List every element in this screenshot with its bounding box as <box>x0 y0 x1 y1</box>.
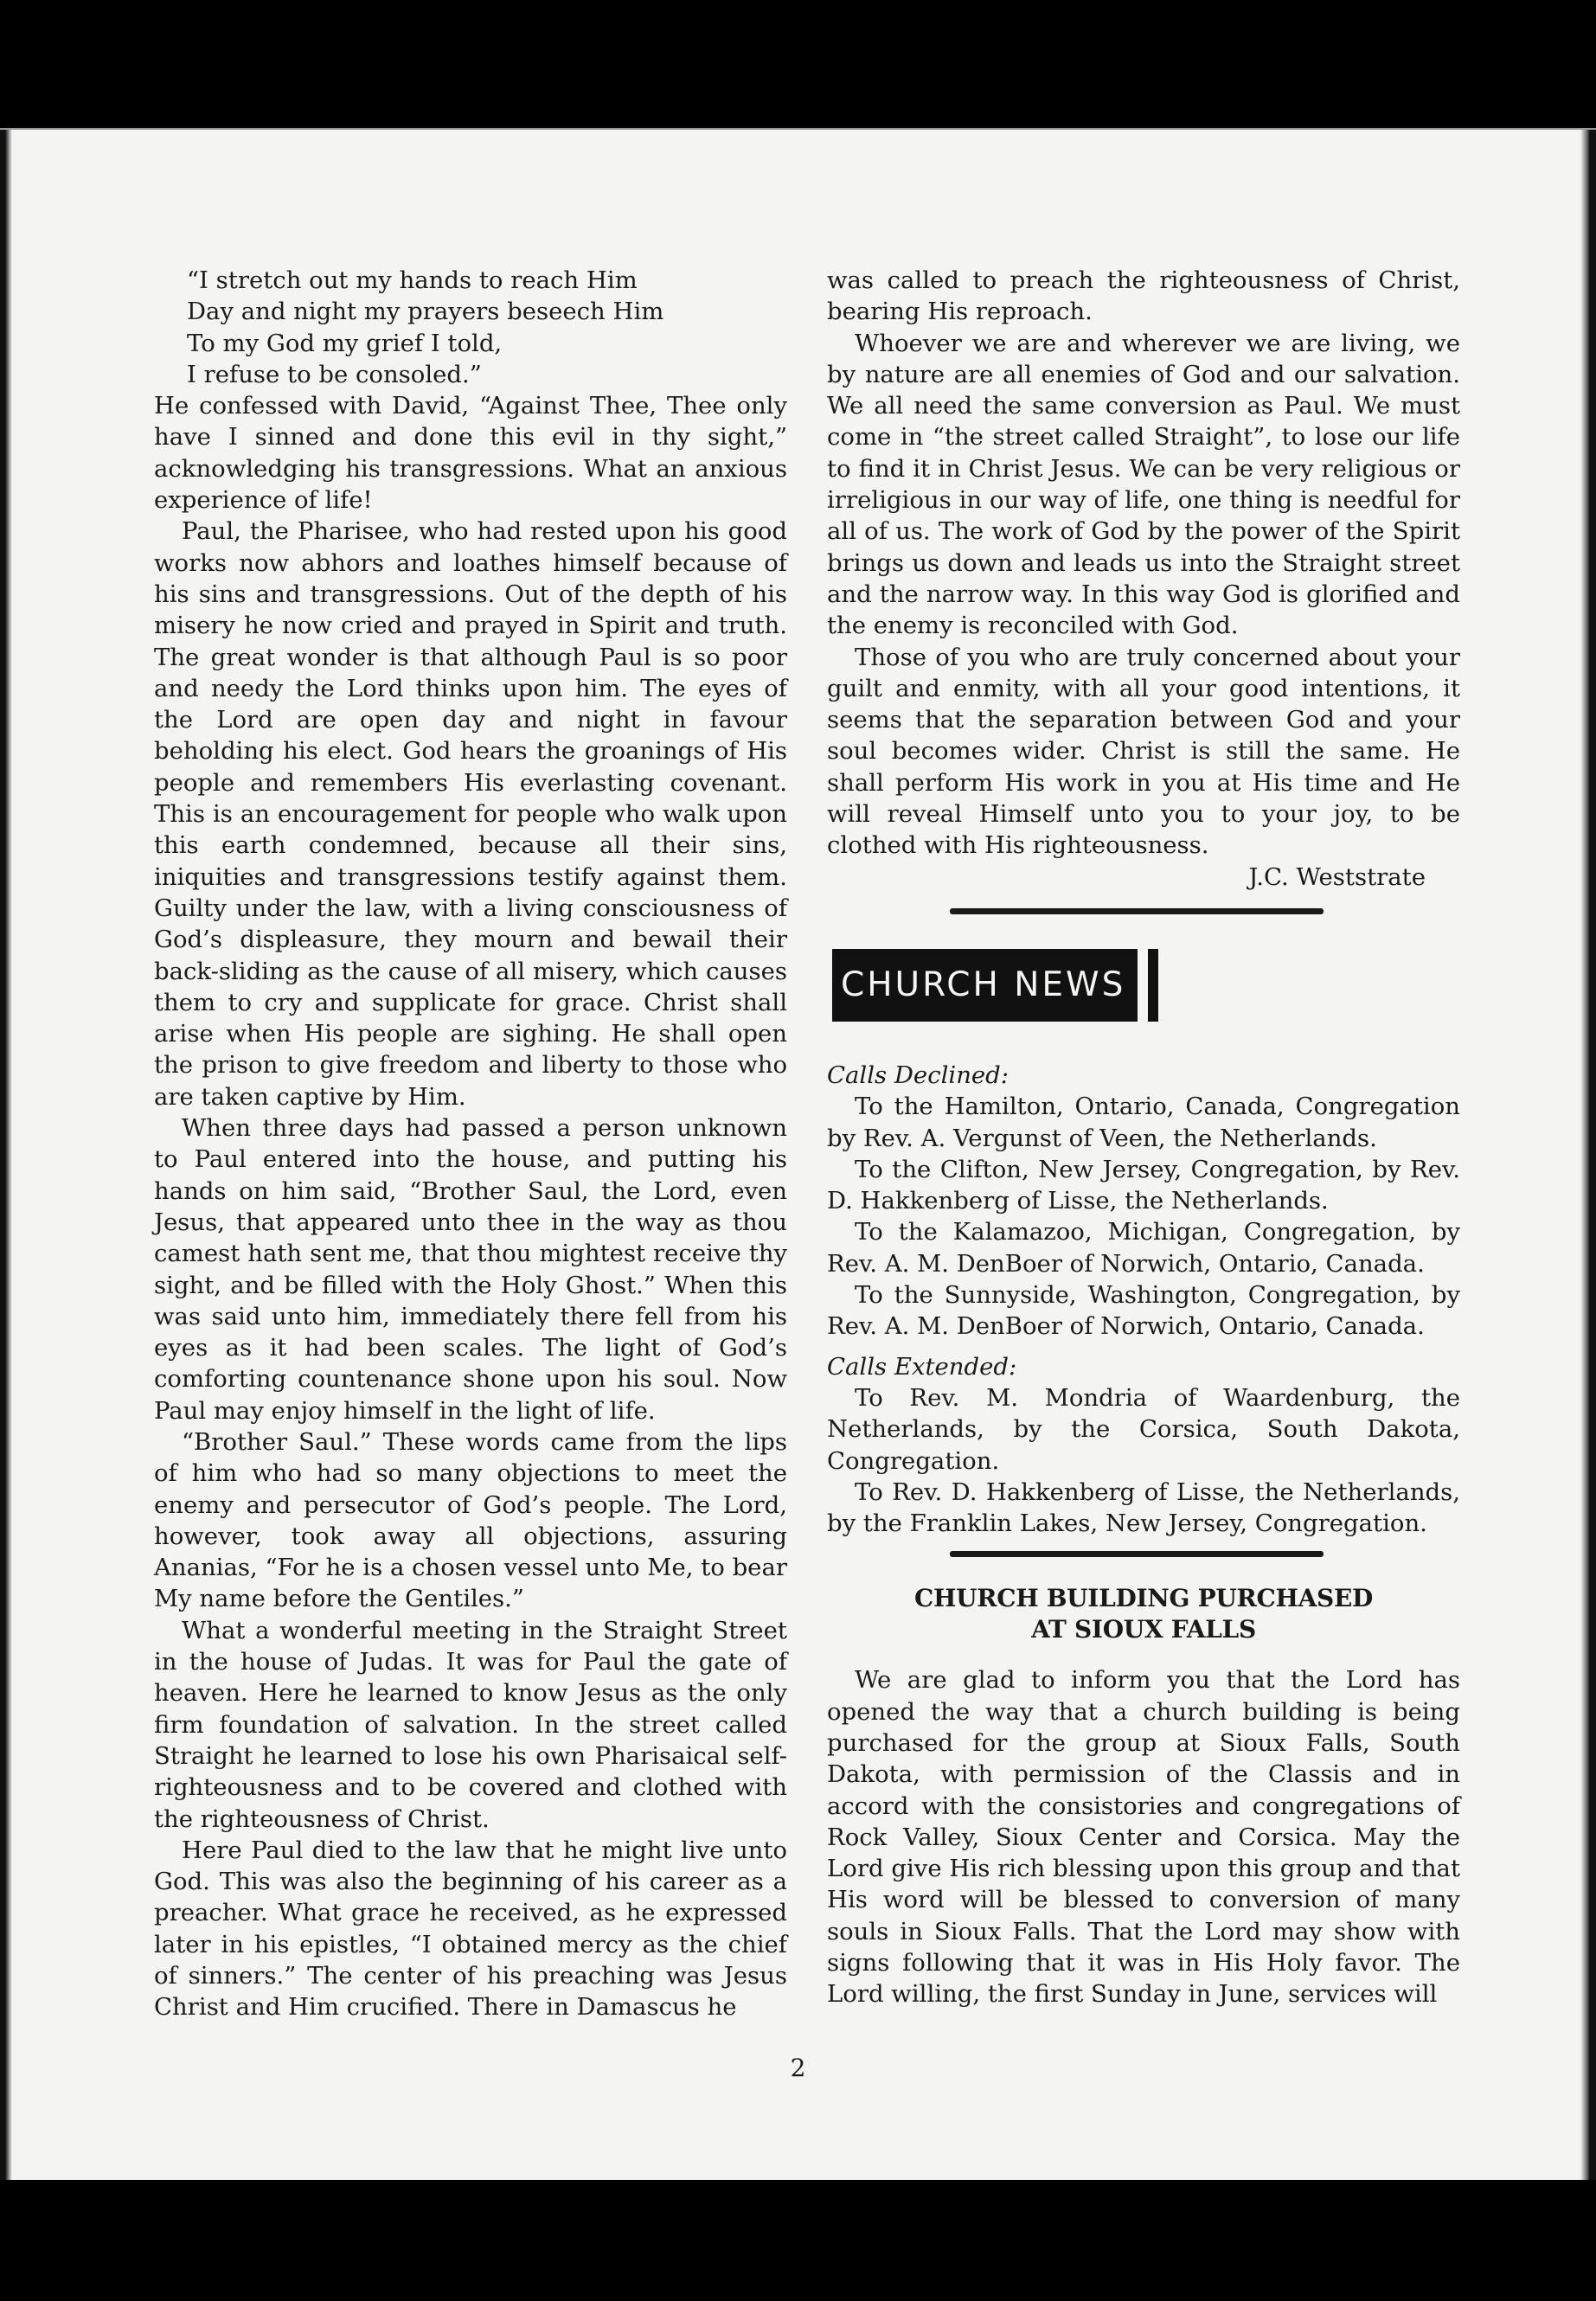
calls-extended-heading: Calls Extended: <box>827 1352 1017 1381</box>
paragraph: Those of you who are truly concerned about your guilt and enmity, with all your good intentions, it seems that the separation between God and your soul becomes wider. Christ is still the same. He shall perform His work in you at His time and He will reveal Himself unto you to your joy, to be clothed with His righteousness. <box>827 643 1460 860</box>
news-item: To the Sunnyside, Washington, Congregation, by Rev. A. M. DenBoer of Norwich, Ontario, Canada. <box>827 1281 1460 1341</box>
headline-line: AT SIOUX FALLS <box>1031 1615 1256 1644</box>
right-column <box>827 265 1460 2010</box>
left-column <box>154 265 787 2023</box>
church-news-banner: CHURCH NEWS <box>832 949 1148 1022</box>
divider-rule <box>950 908 1324 914</box>
paragraph: Whoever we are and wherever we are living, we by nature are all enemies of God and our salvation. We all need the same conversion as Paul. We must come in “the street called Straight”, to lose our life to find it in Christ Jesus. We can be very religious or irreligious in our way of life, one thing is needful for all of us. The work of God by the power of the Spirit brings us down and leads us into the Straight street and the narrow way. In this way God is glorified and the enemy is reconciled with God. <box>827 329 1460 640</box>
headline-line: CHURCH BUILDING PURCHASED <box>914 1584 1373 1613</box>
article-headline <box>827 1583 1460 1645</box>
news-item: To the Clifton, New Jersey, Congregation, by Rev. D. Hakkenberg of Lisse, the Netherlands. <box>827 1155 1460 1215</box>
page-number: 2 <box>790 2054 806 2082</box>
poem-line: Day and night my prayers beseech Him <box>187 298 664 326</box>
article-body: We are glad to inform you that the Lord has opened the way that a church building is being purchased for the group at Sioux Falls, South Dakota, with permission of the Classis and in accord with the consistories and congregations of Rock Valley, Sioux Center and Corsica. May the Lord give His rich blessing upon this group and that His word will be blessed to conversion of many souls in Sioux Falls. That the Lord may show with signs following that it was in His Holy favor. The Lord willing, the first Sunday in June, services will <box>827 1666 1460 2009</box>
paragraph: He confessed with David, “Against Thee, Thee only have I sinned and done this evil in thy sight,” acknowledging his transgressions. What an anxious experience of life! <box>154 392 787 515</box>
scan-edge-left <box>0 130 12 2180</box>
paragraph: What a wonderful meeting in the Straight Street in the house of Judas. It was for Paul the gate of heaven. Here he learned to know Jesus as the only firm foundation of salvation. In the street called Straight he learned to lose his own Pharisaical self-righteousness and to be covered and clothed with the righteousness of Christ. <box>154 1616 787 1833</box>
calls-declined-heading: Calls Declined: <box>827 1061 1010 1089</box>
poem-line: “I stretch out my hands to reach Him <box>187 266 638 294</box>
paragraph: When three days had passed a person unknown to Paul entered into the house, and putting his hands on him said, “Brother Saul, the Lord, even Jesus, that appeared unto thee in the way as thou camest hath sent me, that thou mightest receive thy sight, and be filled with the Holy Ghost.” When this was said unto him, immediately there fell from his eyes as it had been scales. The light of God’s comforting countenance shone upon his soul. Now Paul may enjoy himself in the light of life. <box>154 1114 787 1425</box>
news-item: To Rev. M. Mondria of Waardenburg, the Netherlands, by the Corsica, South Dakota, Congregation. <box>827 1383 1460 1475</box>
poem-line: I refuse to be consoled.” <box>187 360 482 388</box>
news-item: To Rev. D. Hakkenberg of Lisse, the Netherlands, by the Franklin Lakes, New Jersey, Congregation. <box>827 1477 1460 1538</box>
paragraph: Paul, the Pharisee, who had rested upon his good works now abhors and loathes himself because of his sins and transgressions. Out of the depth of his misery he now cried and prayed in Spirit and truth. The great wonder is that although Paul is so poor and needy the Lord thinks upon him. The eyes of the Lord are open day and night in favour beholding his elect. God hears the groanings of His people and remembers His everlasting covenant. This is an encouragement for people who walk upon this earth condemned, because all their sins, iniquities and transgressions testify against them. Guilty under the law, with a living consciousness of God’s displeasure, they mourn and bewail their back-sliding as the cause of all misery, which causes them to cry and supplicate for grace. Christ shall arise when His people are sighing. He shall open the prison to give freedom and liberty to those who are taken captive by Him. <box>154 517 787 1111</box>
paragraph: “Brother Saul.” These words came from the lips of him who had so many objections to meet the enemy and persecutor of God’s people. The Lord, however, took away all objections, assuring Ananias, “For he is a chosen vessel unto Me, to bear My name before the Gentiles.” <box>154 1427 787 1613</box>
paragraph: Here Paul died to the law that he might live unto God. This was also the beginning of his career as a preacher. What grace he received, as he expressed later in his epistles, “I obtained mercy as the chief of sinners.” The center of his preaching was Jesus Christ and Him crucified. There in Damascus he <box>154 1836 787 2022</box>
paragraph: was called to preach the righteousness of Christ, bearing His reproach. <box>827 266 1460 326</box>
news-item: To the Hamilton, Ontario, Canada, Congregation by Rev. A. Vergunst of Veen, the Netherlands. <box>827 1093 1460 1152</box>
poem-line: To my God my grief I told, <box>187 329 503 357</box>
poem <box>154 265 787 390</box>
scan-edge-right <box>1580 130 1596 2180</box>
news-item: To the Kalamazoo, Michigan, Congregation, by Rev. A. M. DenBoer of Norwich, Ontario, Canada. <box>827 1218 1460 1278</box>
divider-rule <box>950 1551 1324 1557</box>
author-signature: J.C. Weststrate <box>1248 862 1426 891</box>
